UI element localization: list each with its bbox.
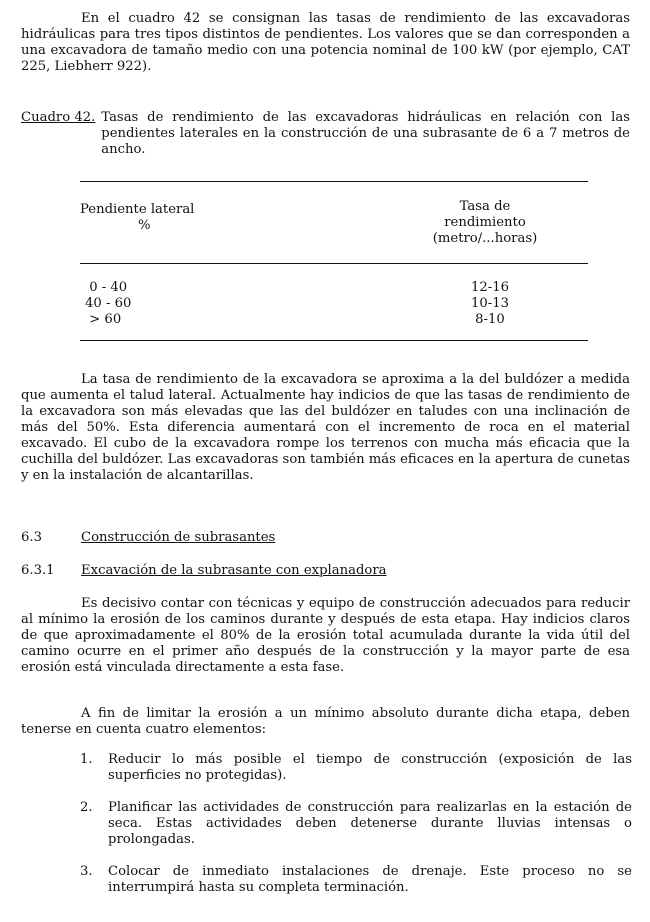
comparison-paragraph (21, 372, 630, 484)
header-slope (80, 202, 194, 234)
cell-slope: 0 - 40 (85, 280, 128, 295)
decisive-paragraph (21, 596, 630, 676)
decisive-text: Es decisivo contar con técnicas y equipo de construcción adecuados para reducir al mínimo la erosión de los caminos durante y después de esta etapa. Hay indicios claros de que aproximadamente el 80% de la erosión total acumulada durante la vida útil del camino ocurre en el primer año después de la construcción y la mayor parte de esa erosión está vinculada directamente a esta fase. (21, 596, 630, 675)
limit-paragraph (21, 706, 630, 738)
header-slope-unit: % (138, 218, 151, 233)
cell-rate: 10-13 (470, 296, 510, 311)
table-bottom-rule (80, 340, 588, 341)
table-row (80, 280, 580, 296)
section-title: Excavación de la subrasante con explanadora (81, 563, 387, 578)
cell-rate: 8-10 (475, 312, 505, 327)
table-header-rule (80, 263, 588, 264)
intro-text: En el cuadro 42 se consignan las tasas de rendimiento de las excavadoras hidráulicas para tres tipos distintos de pendientes. Los valores que se dan corresponden a una excavadora de tamaño medio con una potencia nominal de 100 kW (por ejemplo, CAT 225, Liebherr 922). (21, 11, 630, 74)
section-heading-6-3 (21, 530, 275, 546)
cell-slope: > 60 (85, 312, 122, 327)
list-item (80, 752, 632, 784)
section-number: 6.3 (21, 530, 42, 545)
cell-slope: 40 - 60 (85, 296, 132, 311)
caption-text: Tasas de rendimiento de las excavadoras hidráulicas en relación con las pendientes laterales en la construcción de una subrasante de 6 a 7 metros de ancho. (101, 110, 630, 157)
list-item (80, 800, 632, 848)
section-number: 6.3.1 (21, 563, 55, 578)
limit-text: A fin de limitar la erosión a un mínimo absoluto durante dicha etapa, deben tenerse en cuenta cuatro elementos: (21, 706, 630, 737)
list-text: Colocar de inmediato instalaciones de drenaje. Este proceso no se interrumpirá hasta su completa terminación. (108, 864, 632, 895)
list-text: Planificar las actividades de construcción para realizarlas en la estación de seca. Estas actividades deben detenerse durante lluvias intensas o prolongadas. (108, 800, 632, 847)
table-body (80, 280, 580, 328)
header-rate-line3: (metro/...horas) (432, 231, 538, 246)
header-rate-line2: rendimiento (444, 215, 526, 230)
table-top-rule (80, 181, 588, 182)
cell-rate: 12-16 (470, 280, 510, 295)
table-row (80, 312, 580, 328)
table-row (80, 296, 580, 312)
comparison-text: La tasa de rendimiento de la excavadora se aproxima a la del buldózer a medida que aumenta el talud lateral. Actualmente hay indicios de que las tasas de rendimiento de la excavadora son más elevadas que las del buldózer en taludes con una inclinación de más del 50%. Esta diferencia aumentará con el incremento de roca en el material excavado. El cubo de la excavadora rompe los terrenos con mucha más eficacia que la cuchilla del buldózer. Las excavadoras son también más eficaces en la apertura de cunetas y en la instalación de alcantarillas. (21, 372, 630, 483)
header-slope-label: Pendiente lateral (80, 202, 195, 217)
list-number: 3. (80, 864, 93, 879)
list-text: Reducir lo más posible el tiempo de construcción (exposición de las superficies no protegidas). (108, 752, 632, 783)
header-rate (400, 199, 570, 247)
list-number: 2. (80, 800, 93, 815)
list-item (80, 864, 632, 896)
list-number: 1. (80, 752, 93, 767)
section-title: Construcción de subrasantes (81, 530, 276, 545)
numbered-list (80, 752, 632, 912)
table-caption (21, 110, 630, 158)
section-heading-6-3-1 (21, 563, 387, 579)
caption-label: Cuadro 42. (21, 110, 96, 125)
intro-paragraph (21, 11, 630, 75)
header-rate-line1: Tasa de (459, 199, 511, 214)
